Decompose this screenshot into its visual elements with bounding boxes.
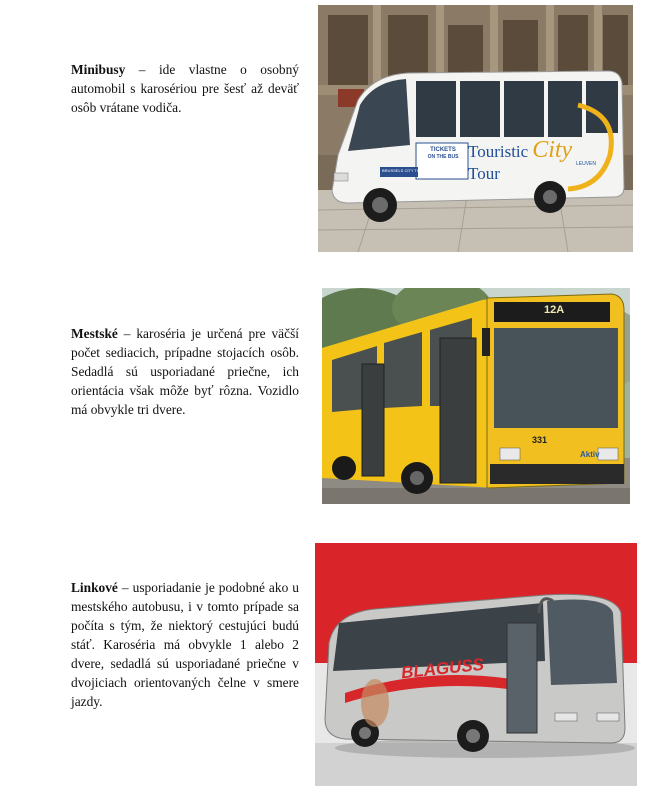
logo-tour: Tour	[468, 164, 500, 183]
logo-caption: LEUVEN	[576, 161, 597, 167]
term-linkove: Linkové	[71, 580, 118, 595]
logo-city: City	[532, 137, 573, 163]
description-minibusy: – ide vlastne o osobný automobil s karosériou pre šesť až deväť osôb vrátane vodiča.	[71, 62, 299, 115]
description-mestske: – karoséria je určená pre väčší počet sediacich, prípadne stojacích osôb. Sedadlá sú usporiadané priečne, ich orientácia však môže byť rôzna. Vozidlo má obvykle tri dvere.	[71, 326, 299, 417]
city-bus-photo	[322, 288, 630, 504]
city-bus-route-number: 331	[532, 435, 548, 445]
ticket-sign-sub: ON THE BUS	[427, 154, 459, 160]
section-minibusy-text	[71, 60, 299, 117]
coach-brand-logo: BLAGUSS	[400, 654, 485, 683]
coach-bus-photo	[315, 543, 637, 786]
term-mestske: Mestské	[71, 326, 118, 341]
description-linkove: – usporiadanie je podobné ako u mestského autobusu, i v tomto prípade sa počíta s tým, že niektorý cestujúci budú stáť. Karoséria má obvykle 1 alebo 2 dvere, sedadlá sú usporiadané priečne v dvojiciach orientovaných čelne v smere jazdy.	[71, 580, 299, 709]
section-mestske-text	[71, 324, 299, 419]
logo-touristic: Touristic	[468, 142, 529, 161]
ticket-sign-text: TICKETS	[430, 147, 456, 153]
term-minibusy: Minibusy	[71, 62, 126, 77]
city-bus-brand: Aktiv	[580, 450, 600, 459]
minibus-ticket-sign	[419, 147, 467, 161]
section-linkove-text	[71, 578, 299, 711]
minibus-side-plate: BRUSSELS CITY TOUR	[382, 168, 426, 173]
minibus-photo	[318, 5, 633, 252]
city-bus-destination-sign: 12A	[544, 304, 565, 316]
